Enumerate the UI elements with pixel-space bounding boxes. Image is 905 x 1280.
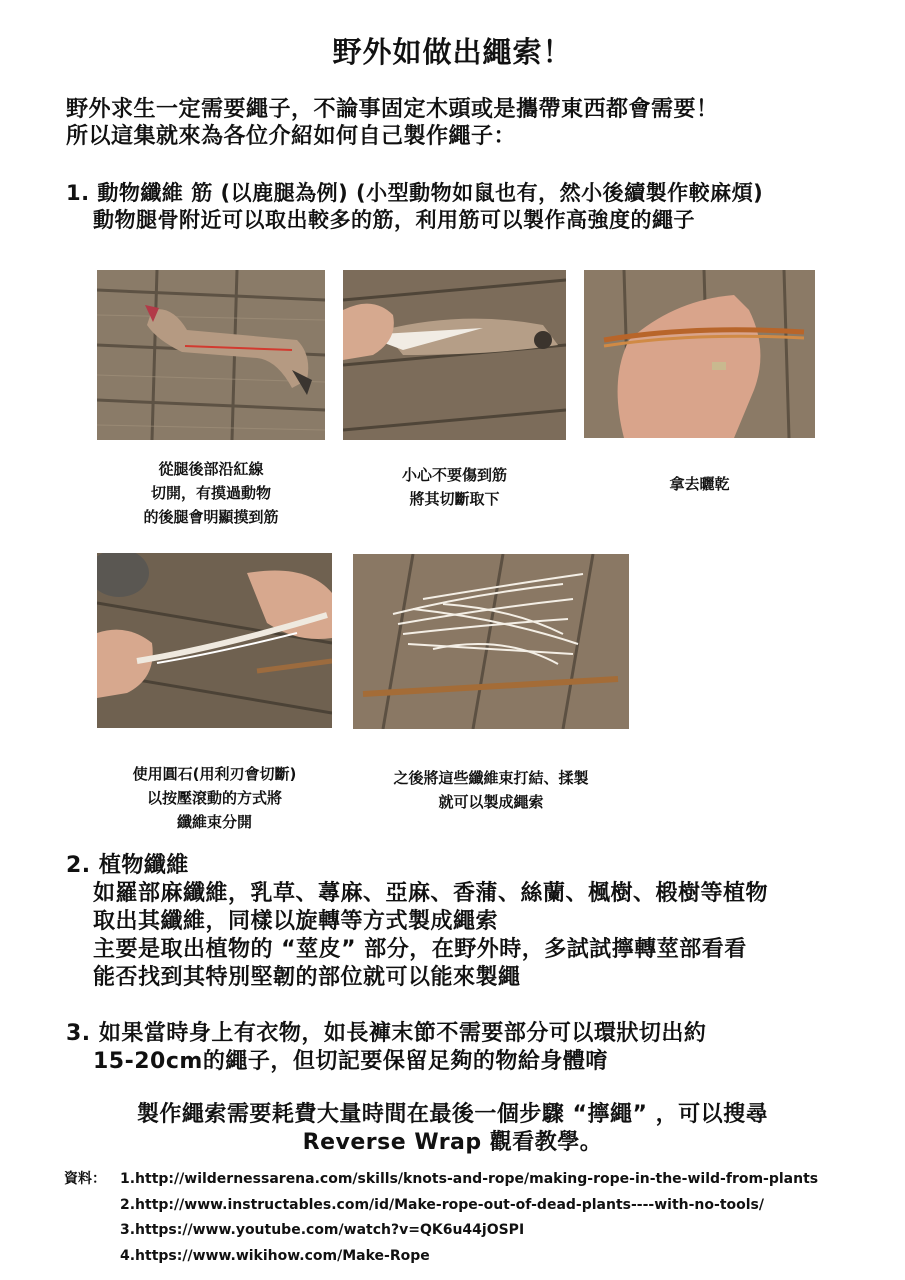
caption-line: 拿去曬乾 <box>669 475 730 493</box>
caption-cut-leg <box>97 457 325 529</box>
photo-dried-sinew <box>584 270 815 438</box>
photo-fiber-bundle <box>353 554 629 729</box>
caption-line: 之後將這些纖維束打結、揉製 <box>393 769 589 787</box>
caption-line: 將其切斷取下 <box>409 490 500 508</box>
photo-deer-leg-cut-line <box>97 270 325 440</box>
reference-link[interactable]: 2.http://www.instructables.com/id/Make-rope-out-of-dead-plants----with-no-tools/ <box>120 1196 764 1213</box>
caption-line: 從腿後部沿紅線 <box>158 460 264 478</box>
section3-line-2: 15-20cm的繩子，但切記要保留足夠的物給身體唷 <box>93 1049 608 1074</box>
reference-link[interactable]: 4.https://www.wikihow.com/Make-Rope <box>120 1247 430 1264</box>
caption-line: 以按壓滾動的方式將 <box>146 789 282 807</box>
caption-dry-sinew <box>584 472 815 496</box>
section2-line-3: 主要是取出植物的 “莖皮” 部分，在野外時，多試試擰轉莖部看看 <box>93 937 747 962</box>
caption-line: 使用圓石(用利刃會切斷) <box>132 765 297 783</box>
caption-separate-fibers <box>97 762 332 834</box>
section2-line-4: 能否找到其特別堅韌的部位就可以能來製繩 <box>93 965 521 990</box>
section1-heading: 1. 動物纖維 筋 (以鹿腿為例) (小型動物如鼠也有，然小後續製作較麻煩) <box>66 181 764 205</box>
references-label: 資料： <box>64 1171 106 1187</box>
intro-line-2: 所以這集就來為各位介紹如何自己製作繩子： <box>66 124 517 149</box>
section2-line-1: 如羅部麻纖維，乳草、蕁麻、亞麻、香蒲、絲蘭、楓樹、椴樹等植物 <box>93 881 769 906</box>
caption-line: 纖維束分開 <box>176 813 252 831</box>
photo-separate-fibers <box>97 553 332 728</box>
reference-link[interactable]: 1.http://wildernessarena.com/skills/knots-and-rope/making-rope-in-the-wild-from-plants <box>120 1171 819 1187</box>
page-title: 野外如做出繩索！ <box>332 35 573 69</box>
photo-remove-sinew <box>343 270 566 440</box>
caption-remove-sinew <box>343 463 566 511</box>
caption-make-rope <box>353 766 629 814</box>
reference-link[interactable]: 3.https://www.youtube.com/watch?v=QK6u44jOSPI <box>120 1222 525 1238</box>
closing-line-2: Reverse Wrap 觀看教學。 <box>302 1130 603 1155</box>
intro-line-1: 野外求生一定需要繩子，不論事固定木頭或是攜帶東西都會需要！ <box>66 97 719 122</box>
closing-line-1: 製作繩索需要耗費大量時間在最後一個步驟 “擰繩” ，可以搜尋 <box>136 1102 769 1127</box>
caption-line: 小心不要傷到筋 <box>401 466 507 484</box>
section2-heading: 2. 植物纖維 <box>66 853 189 878</box>
references-list <box>120 1167 818 1269</box>
caption-line: 就可以製成繩索 <box>438 793 544 811</box>
section3-line-1: 3. 如果當時身上有衣物，如長褲末節不需要部分可以環狀切出約 <box>66 1021 707 1046</box>
section1-body: 動物腿骨附近可以取出較多的筋，利用筋可以製作高強度的繩子 <box>93 208 695 232</box>
caption-line: 切開，有摸過動物 <box>150 484 271 502</box>
section2-line-2: 取出其纖維，同樣以旋轉等方式製成繩索 <box>93 909 499 934</box>
caption-line: 的後腿會明顯摸到筋 <box>143 508 279 526</box>
